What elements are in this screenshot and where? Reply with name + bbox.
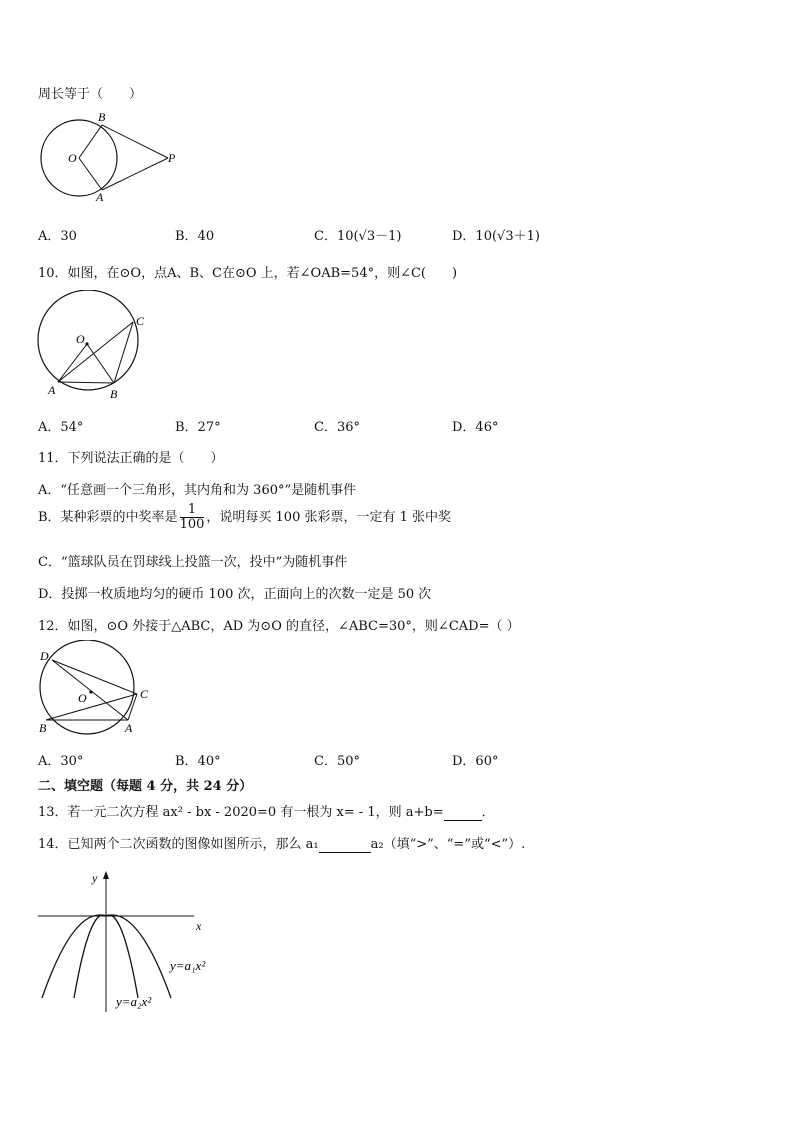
label-A: A xyxy=(96,190,104,204)
q14-stem-mid: a₂（填“>”、“=”或“<”）. xyxy=(370,837,526,852)
q12-option-c: C．50° xyxy=(314,754,360,769)
q11-option-b-post: ，说明每买 100 张彩票，一定有 1 张中奖 xyxy=(206,510,452,525)
q10-figure xyxy=(34,290,149,402)
q9-option-b: B．40 xyxy=(175,229,215,244)
q11-option-a: A．“任意画一个三角形，其内角和为 360°”是随机事件 xyxy=(38,483,357,498)
q9-stem-tail: 周长等于（ ） xyxy=(38,87,143,102)
q12-option-b: B．40° xyxy=(175,754,221,769)
label-A: A xyxy=(125,721,133,735)
label-O: O xyxy=(76,332,85,346)
fraction xyxy=(180,503,205,532)
label-O: O xyxy=(68,151,77,165)
q10-option-a: A．54° xyxy=(38,420,84,435)
q10-stem: 10．如图，在⊙O，点A、B、C在⊙O 上，若∠OAB=54°，则∠C( ) xyxy=(38,266,458,281)
section-title: 二、填空题（每题 4 分，共 24 分） xyxy=(38,779,253,794)
q11-option-d: D．投掷一枚质地均匀的硬币 100 次，正面向上的次数一定是 50 次 xyxy=(38,587,432,602)
axis-y-label: y xyxy=(92,871,98,885)
q9-figure xyxy=(36,110,186,205)
q10-option-d: D．46° xyxy=(452,420,499,435)
q10-option-b: B．27° xyxy=(175,420,221,435)
curve-label-2: y=a₂x² xyxy=(116,994,152,1009)
label-C: C xyxy=(140,687,149,701)
q11-option-b-pre: B．某种彩票的中奖率是 xyxy=(38,510,178,525)
q9-option-a: A．30 xyxy=(38,229,77,244)
q10-option-c: C．36° xyxy=(314,420,360,435)
answer-blank[interactable] xyxy=(319,837,371,853)
q12-stem: 12．如图，⊙O 外接于△ABC，AD 为⊙O 的直径，∠ABC=30°，则∠CAD=（ ） xyxy=(38,619,520,634)
label-P: P xyxy=(168,151,176,165)
fraction-denominator: 100 xyxy=(179,517,205,532)
label-B: B xyxy=(39,721,47,735)
label-D: D xyxy=(40,649,49,663)
q13-stem xyxy=(38,801,495,821)
q11-option-c: C．“篮球队员在罚球线上投篮一次，投中”为随机事件 xyxy=(38,555,348,570)
label-O: O xyxy=(78,691,87,705)
fraction-numerator: 1 xyxy=(180,503,205,518)
q13-stem-pre: 13．若一元二次方程 ax² - bx - 2020=0 有一根为 x= - 1，则 a+b= xyxy=(38,805,444,820)
q9-option-d: D．10(√3＋1) xyxy=(452,229,540,244)
label-A: A xyxy=(48,383,56,397)
answer-blank[interactable] xyxy=(444,805,482,821)
q12-option-a: A．30° xyxy=(38,754,84,769)
curve-label-1: y=a₁x² xyxy=(170,958,206,973)
label-C: C xyxy=(136,314,145,328)
q9-option-c: C．10(√3－1) xyxy=(314,229,402,244)
axis-x-label: x xyxy=(196,919,202,933)
q13-stem-post: ． xyxy=(481,805,495,820)
q11-option-b xyxy=(38,503,451,532)
label-B: B xyxy=(110,387,118,401)
q12-option-d: D．60° xyxy=(452,754,499,769)
q12-figure xyxy=(34,640,159,740)
q14-stem-pre: 14．已知两个二次函数的图像如图所示，那么 a₁ xyxy=(38,837,319,852)
q11-stem: 11．下列说法正确的是（ ） xyxy=(38,451,224,466)
q14-stem xyxy=(38,833,525,853)
label-B: B xyxy=(98,110,106,124)
q14-figure xyxy=(34,866,234,1016)
